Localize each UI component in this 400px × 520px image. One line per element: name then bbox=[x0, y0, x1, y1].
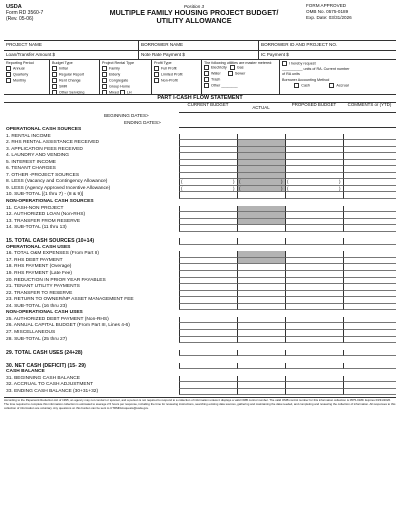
line-label: 11. CASH-NON PROJECT bbox=[6, 205, 64, 211]
line-label: NON-OPERATIONAL CASH SOURCES bbox=[6, 199, 94, 205]
line-label: 26. ANNUAL CAPITAL BUDGET (From Part III, Lines 4-6) bbox=[6, 323, 130, 329]
line-label: 25. AUTHORIZED DEBT PAYMENT (Non-RHS) bbox=[6, 316, 109, 322]
line-label: 22. TRANSFER TO RESERVE bbox=[6, 290, 73, 296]
line-label: 20. REDUCTION IN PRIOR YEAR PAYABLES bbox=[6, 277, 106, 283]
agency-name: USDA bbox=[6, 4, 22, 10]
line-label: 28. SUB-TOTAL (25 thru 27) bbox=[6, 336, 68, 342]
line-label: 33. ENDING CASH BALANCE (30+31+32) bbox=[6, 388, 99, 394]
checkbox-icon bbox=[102, 72, 107, 77]
line-label: 19. RHS PAYMENT (Late Fee) bbox=[6, 271, 72, 277]
checkbox-icon bbox=[6, 78, 11, 83]
col-proposed-budget: PROPOSED BUDGET bbox=[291, 102, 337, 107]
project-name-field[interactable] bbox=[4, 41, 139, 50]
line-label: 7. OTHER -PROJECT SOURCES bbox=[6, 172, 80, 178]
negative-paren: ( bbox=[287, 179, 289, 185]
option-label: Quarterly bbox=[13, 72, 29, 77]
checkbox-icon bbox=[102, 90, 107, 95]
note-rate-label: Note Rate Payment $ bbox=[141, 52, 185, 57]
actual-cell[interactable] bbox=[237, 389, 285, 396]
line-label: 29. TOTAL CASH USES (24+28) bbox=[6, 349, 83, 356]
proposed-budget-cell[interactable] bbox=[285, 389, 343, 396]
request-label: I hereby request bbox=[289, 61, 316, 66]
loan-amount-field[interactable] bbox=[4, 51, 139, 59]
line-label: OPERATIONAL CASH SOURCES bbox=[6, 127, 82, 132]
part1-title: PART I-CASH FLOW STATEMENT bbox=[4, 95, 396, 103]
negative-paren: ) bbox=[233, 185, 235, 191]
rental-mixed-option[interactable] bbox=[102, 90, 149, 96]
option-label: Non-Profit bbox=[161, 78, 178, 83]
option-label: Limited Profit bbox=[161, 72, 183, 77]
rental-type-title: Project Rental Type bbox=[102, 61, 135, 65]
budget-other-servicing-option[interactable] bbox=[52, 90, 97, 96]
line-label: 18. RHS PAYMENT (Overage) bbox=[6, 264, 72, 270]
borrower-id-label: BORROWER ID AND PROJECT NO. bbox=[261, 42, 338, 47]
note-rate-field[interactable] bbox=[139, 51, 259, 59]
form-title-line1: MULTIPLE FAMILY HOUSING PROJECT BUDGET/ bbox=[109, 8, 279, 17]
checkbox-icon bbox=[52, 78, 57, 83]
option-label: Elderly bbox=[109, 72, 121, 77]
position-label: Position 3 bbox=[183, 4, 205, 9]
dates-input-area[interactable] bbox=[179, 112, 396, 128]
checkbox-icon bbox=[204, 65, 209, 70]
request-group bbox=[280, 60, 396, 94]
negative-paren: ) bbox=[339, 185, 341, 191]
option-label: Congregate bbox=[109, 78, 129, 83]
expiration-date: Exp. Date: 03/31/2026 bbox=[306, 15, 352, 20]
option-label: Monthly bbox=[13, 78, 26, 83]
checkbox-icon bbox=[52, 84, 57, 89]
budget-type-title: Budget Type bbox=[52, 61, 73, 65]
negative-paren: ) bbox=[281, 185, 283, 191]
budget-type-group bbox=[50, 60, 100, 94]
checkbox-icon bbox=[102, 66, 107, 71]
line-label: 12. AUTHORIZED LOAN (Non-RHS) bbox=[6, 212, 86, 218]
option-label: Regular Report bbox=[59, 72, 85, 77]
line-label: 15. TOTAL CASH SOURCES (10+14) bbox=[6, 238, 95, 245]
checkbox-icon bbox=[294, 83, 299, 88]
checkbox-icon bbox=[52, 66, 57, 71]
option-label: Initial bbox=[59, 66, 68, 71]
option-label: Mixed bbox=[109, 90, 119, 95]
ic-payment-label: IC Payment $ bbox=[261, 52, 289, 57]
request-units-label: units of RA. Current number bbox=[303, 66, 350, 71]
reporting-period-group bbox=[4, 60, 50, 94]
negative-paren: ( bbox=[239, 179, 241, 185]
option-label: Other bbox=[211, 83, 221, 88]
line-label: 23. RETURN TO OWNER/NP ASSET MANAGEMENT FEE bbox=[6, 297, 134, 303]
options-row bbox=[4, 59, 396, 95]
line-label: 9. LESS (Agency Approved Incentive Allowance) bbox=[6, 185, 111, 191]
loan-row bbox=[4, 50, 396, 59]
utilities-title: The following utilities are master metered: bbox=[204, 61, 273, 65]
profit-type-group bbox=[152, 60, 202, 94]
line-label: 1. RENTAL INCOME bbox=[6, 133, 51, 139]
line-label: NON-OPERATIONAL CASH USES bbox=[6, 310, 83, 316]
option-label: Rent Change bbox=[59, 78, 81, 83]
option-label: Accrual bbox=[336, 83, 349, 88]
checkbox-icon bbox=[204, 83, 209, 88]
reporting-period-title: Reporting Period bbox=[6, 61, 34, 65]
line-label: 24. SUB-TOTAL (16 thru 23) bbox=[6, 303, 68, 309]
request-line2: __________ units of RA. Current number bbox=[282, 66, 350, 71]
negative-paren: ) bbox=[339, 179, 341, 185]
form-page bbox=[4, 2, 396, 516]
negative-paren: ( bbox=[181, 185, 183, 191]
borrower-name-field[interactable] bbox=[139, 41, 259, 50]
form-number: Form RD 3560-7 bbox=[6, 10, 44, 17]
checkbox-icon bbox=[154, 78, 159, 83]
option-label: Water bbox=[211, 71, 221, 76]
paperwork-notice: According to the Paperwork Reduction Act of 1995, an agency may not conduct or sponsor, and a person is not required to respond to a collection of information unless it displays a valid OMB control number. The valid OMB control number for this information collection is 0575-0189. Expires 03/31/2026. The time required to complete this information collection is estimated to average 2.5 hours per response, including the time for reviewing instructions, searching existing data sources, gathering and maintaining the data needed, and completing and reviewing the collection of information. All responses to this collection of information are voluntary. Any questions on this burden can be sent to CTRMFHrequests@usda.gov. bbox=[4, 398, 396, 410]
checkbox-icon bbox=[6, 66, 11, 71]
option-label: LH bbox=[126, 90, 132, 95]
project-name-label: PROJECT NAME bbox=[6, 42, 42, 47]
line-label: 6. TENANT CHARGES bbox=[6, 166, 56, 172]
rental-type-group bbox=[100, 60, 152, 94]
option-label: Gas bbox=[236, 65, 244, 70]
checkbox-icon bbox=[154, 66, 159, 71]
option-label: Other Servicing bbox=[59, 90, 85, 95]
line-label: 30. NET CASH (DEFICIT) (15- 29) bbox=[6, 362, 86, 369]
accounting-method-title: Borrower Accounting Method bbox=[282, 77, 330, 82]
line-label: 3. APPLICATION FEES RECEIVED bbox=[6, 146, 83, 152]
ending-dates-label: ENDING DATES> bbox=[124, 120, 161, 125]
line-items bbox=[4, 127, 396, 395]
borrower-id-field[interactable] bbox=[259, 41, 396, 50]
checkbox-icon bbox=[102, 78, 107, 83]
line-label: 16. TOTAL O&M EXPENSES (From Part II) bbox=[6, 251, 99, 257]
line-label: 13. TRANSFER FROM RESERVE bbox=[6, 218, 81, 224]
option-label: Trash bbox=[211, 77, 221, 82]
option-label: Family bbox=[109, 66, 120, 71]
checkbox-icon bbox=[204, 71, 209, 76]
form-header bbox=[4, 2, 396, 40]
checkbox-icon bbox=[102, 84, 107, 89]
loan-amount-label: Loan/Transfer Amount $ bbox=[6, 52, 56, 57]
checkbox-icon bbox=[204, 77, 209, 82]
table-row bbox=[4, 389, 396, 396]
col-current-budget: CURRENT BUDGET bbox=[187, 102, 229, 107]
checkbox-icon bbox=[228, 71, 233, 76]
project-row bbox=[4, 40, 396, 50]
line-label: 14. SUB-TOTAL (11 thru 13) bbox=[6, 225, 67, 231]
line-label: OPERATIONAL CASH USES bbox=[6, 244, 71, 250]
option-label: Annual bbox=[13, 66, 25, 71]
negative-paren: ( bbox=[239, 185, 241, 191]
utilities-group bbox=[202, 60, 280, 94]
negative-paren: ) bbox=[281, 179, 283, 185]
option-label: Sewer bbox=[234, 71, 246, 76]
col-actual: ACTUAL bbox=[252, 105, 270, 110]
line-label: 21. TENANT UTILITY PAYMENTS bbox=[6, 284, 80, 290]
option-label: SMR bbox=[59, 84, 68, 89]
option-label: Group Home bbox=[109, 84, 131, 89]
form-approved-label: FORM APPROVED bbox=[306, 3, 347, 8]
line-label: 10. SUB-TOTAL [(1 thru 7) - (8 & 9)] bbox=[6, 192, 84, 198]
current-budget-cell[interactable] bbox=[179, 389, 237, 396]
borrower-name-label: BORROWER NAME bbox=[141, 42, 184, 47]
cash-flow-table bbox=[4, 103, 396, 395]
form-revision: (Rev. 05-06) bbox=[6, 16, 34, 23]
column-header-row bbox=[4, 103, 396, 127]
comments-cell[interactable] bbox=[343, 389, 396, 396]
form-identity bbox=[6, 4, 43, 23]
checkbox-icon bbox=[230, 65, 235, 70]
negative-paren: ( bbox=[181, 179, 183, 185]
accounting-method-options[interactable] bbox=[282, 83, 394, 89]
omb-block bbox=[306, 3, 394, 21]
line-label: 8. LESS (Vacancy and Contingency Allowance) bbox=[6, 179, 108, 185]
line-label: 5. INTEREST INCOME bbox=[6, 159, 56, 165]
option-label: Full Profit bbox=[161, 66, 177, 71]
checkbox-icon bbox=[120, 90, 125, 95]
profit-non-profit-option[interactable] bbox=[154, 78, 199, 84]
line-label: 27. MISCELLANEOUS bbox=[6, 329, 56, 335]
beginning-dates-label: BEGINNING DATES> bbox=[104, 113, 149, 118]
checkbox-icon bbox=[6, 72, 11, 77]
profit-type-title: Profit Type bbox=[154, 61, 172, 65]
line-label: 31. BEGINNING CASH BALANCE bbox=[6, 375, 81, 381]
line-label: 2. RHS RENTAL ASSISTANCE RECEIVED bbox=[6, 140, 100, 146]
checkbox-icon bbox=[282, 61, 287, 66]
line-label: 4. LAUNDRY AND VENDING bbox=[6, 153, 70, 159]
checkbox-icon bbox=[329, 83, 334, 88]
negative-paren: ) bbox=[233, 179, 235, 185]
checkbox-icon bbox=[154, 72, 159, 77]
ic-payment-field[interactable] bbox=[259, 51, 396, 59]
col-comments: COMMENTS or (YTD) bbox=[347, 102, 392, 107]
form-title-line2: UTILITY ALLOWANCE bbox=[156, 16, 232, 25]
form-title-block bbox=[104, 4, 284, 25]
reporting-monthly-option[interactable] bbox=[6, 78, 47, 84]
utility-other-option[interactable]: Other ________ bbox=[204, 83, 277, 89]
line-label: CASH BALANCE bbox=[6, 369, 45, 375]
request-line3: of RA units bbox=[282, 72, 300, 77]
checkbox-icon bbox=[52, 90, 57, 95]
option-label: Cash bbox=[301, 83, 310, 88]
omb-number: OMB No. 0575-0189 bbox=[306, 9, 349, 14]
negative-paren: ( bbox=[287, 185, 289, 191]
option-label: Electricity bbox=[211, 65, 227, 70]
checkbox-icon bbox=[52, 72, 57, 77]
line-label: 17. RHS DEBT PAYMENT bbox=[6, 257, 63, 263]
line-label: 32. ACCRUAL TO CASH ADJUSTMENT bbox=[6, 382, 94, 388]
